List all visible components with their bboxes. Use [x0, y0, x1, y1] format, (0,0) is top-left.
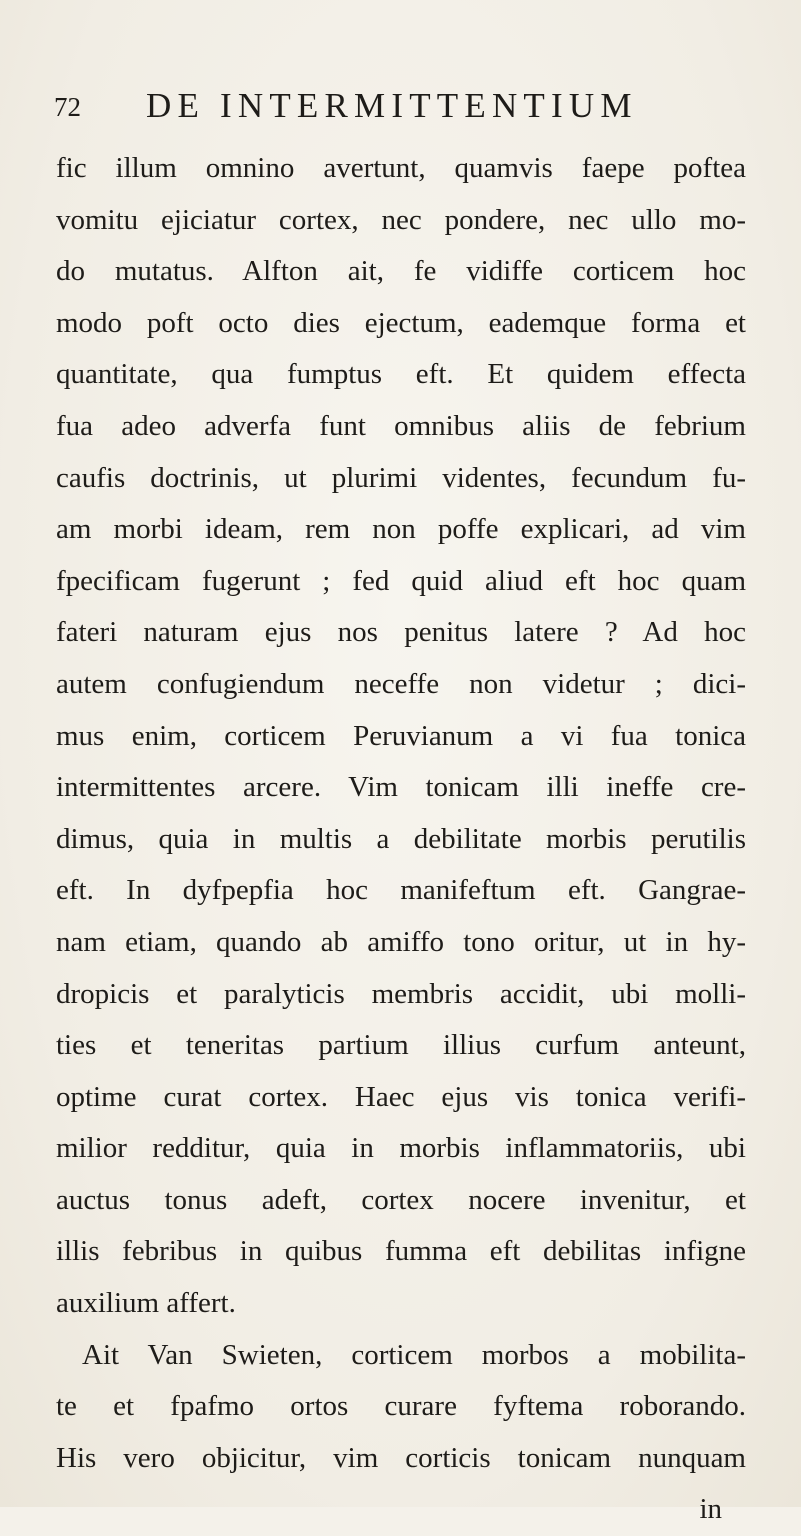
text-line: intermittentes arcere. Vim tonicam illi ineffe cre- — [56, 771, 746, 804]
text-line: fic illum omnino avertunt, quamvis faepe poftea — [56, 152, 746, 184]
text-line: eft. In dyfpepfia hoc manifeftum eft. Gangrae- — [56, 874, 746, 907]
text-line: dropicis et paralyticis membris accidit, ubi molli- — [56, 977, 746, 1010]
text-line: His vero objicitur, vim corticis tonicam nunquam — [56, 1441, 746, 1474]
text-line: nam etiam, quando ab amiffo tono oritur, ut in hy- — [56, 925, 746, 958]
text-line: am morbi ideam, rem non poffe explicari, ad vim — [56, 513, 746, 546]
running-title: DE INTERMITTENTIUM — [146, 86, 638, 125]
page-number: 72 — [54, 92, 81, 122]
text-line: modo poft octo dies ejectum, eademque forma et — [56, 306, 746, 339]
text-line: auctus tonus adeft, cortex nocere invenitur, et — [56, 1183, 746, 1216]
text-line: fua adeo adverfa funt omnibus aliis de febrium — [56, 409, 746, 442]
text-line: quantitate, qua fumptus eft. Et quidem effecta — [56, 358, 746, 391]
text-line: ties et teneritas partium illius curfum anteunt, — [56, 1029, 746, 1062]
text-line: do mutatus. Alfton ait, fe vidiffe corticem hoc — [56, 255, 746, 288]
text-line: optime curat cortex. Haec ejus vis tonica verifi- — [56, 1080, 746, 1113]
paragraph-end-line: auxilium affert. — [56, 1287, 236, 1320]
text-line: caufis doctrinis, ut plurimi videntes, fecundum fu- — [56, 461, 746, 494]
text-line: mus enim, corticem Peruvianum a vi fua tonica — [56, 719, 746, 752]
page-header — [54, 86, 754, 132]
paragraph-start-line: Ait Van Swieten, corticem morbos a mobilita- — [82, 1338, 746, 1371]
text-line: fateri naturam ejus nos penitus latere ? Ad hoc — [56, 616, 746, 649]
text-line: te et fpafmo ortos curare fyftema roborando. — [56, 1390, 746, 1423]
text-line: dimus, quia in multis a debilitate morbis perutilis — [56, 822, 746, 855]
text-line: fpecificam fugerunt ; fed quid aliud eft hoc quam — [56, 564, 746, 597]
text-line: autem confugiendum neceffe non videtur ; dici- — [56, 667, 746, 700]
text-line: milior redditur, quia in morbis inflammatoriis, ubi — [56, 1132, 746, 1165]
text-line: illis febribus in quibus fumma eft debilitas infigne — [56, 1235, 746, 1268]
text-line: vomitu ejiciatur cortex, nec pondere, nec ullo mo- — [56, 203, 746, 236]
catchword: in — [699, 1493, 722, 1526]
body-text — [56, 143, 746, 1536]
